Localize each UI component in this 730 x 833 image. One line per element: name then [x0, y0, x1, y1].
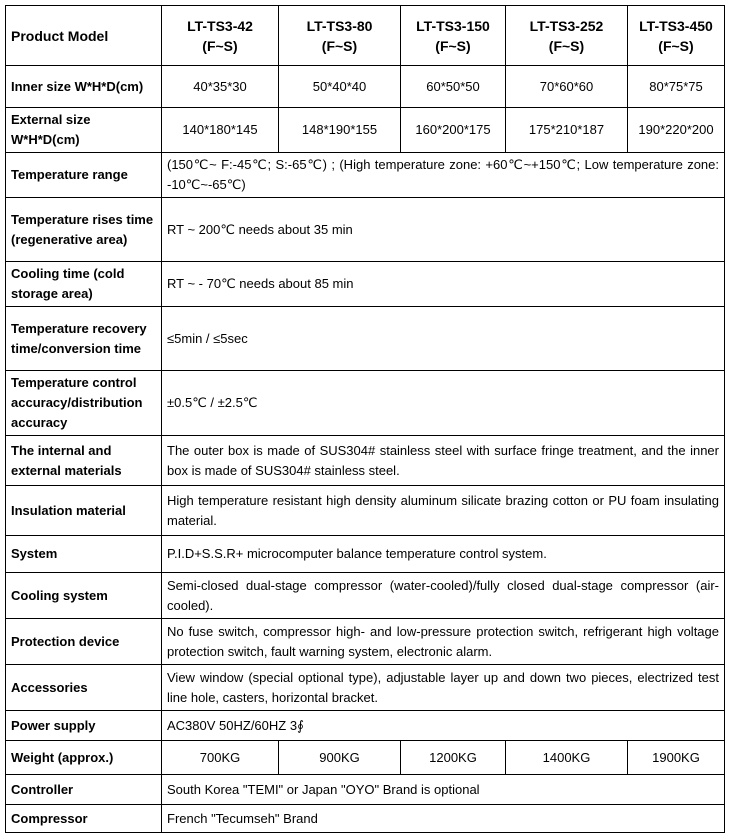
inner-size-row — [6, 66, 725, 108]
system-row — [6, 536, 725, 573]
cooling-system-row — [6, 573, 725, 619]
system-value: P.I.D+S.S.R+ microcomputer balance temperature control system. — [162, 536, 725, 573]
power-supply-value: AC380V 50HZ/60HZ 3∮ — [162, 711, 725, 741]
weight-label: Weight (approx.) — [6, 741, 162, 775]
accessories-row — [6, 665, 725, 711]
weight-row — [6, 741, 725, 775]
power-supply-row — [6, 711, 725, 741]
insulation-row — [6, 486, 725, 536]
model-name: LT-TS3-450 — [639, 17, 713, 34]
weight-value: 700KG — [162, 741, 279, 775]
model-cell — [401, 6, 506, 66]
inner-size-value: 80*75*75 — [628, 66, 725, 108]
inner-size-value: 60*50*50 — [401, 66, 506, 108]
weight-value: 900KG — [279, 741, 401, 775]
cooling-system-label: Cooling system — [6, 573, 162, 619]
recovery-time-label: Temperature recovery time/conversion time — [6, 307, 162, 371]
accessories-value: View window (special optional type), adjustable layer up and down two pieces, electrized test line hole, casters, horizontal bracket. — [162, 665, 725, 711]
temperature-range-value: (150℃~ F:-45℃; S:-65℃) ; (High temperature zone: +60℃~+150℃; Low temperature zone: -10℃~-65℃) — [162, 153, 725, 198]
inner-size-value: 70*60*60 — [506, 66, 628, 108]
materials-value: The outer box is made of SUS304# stainless steel with surface fringe treatment, and the inner box is made of SUS304# stainless steel. — [162, 436, 725, 486]
external-size-value: 175*210*187 — [506, 108, 628, 153]
power-supply-label: Power supply — [6, 711, 162, 741]
accuracy-value: ±0.5℃ / ±2.5℃ — [162, 371, 725, 436]
spec-table — [5, 5, 725, 833]
model-cell — [279, 6, 401, 66]
temperature-range-row — [6, 153, 725, 198]
rise-time-row — [6, 198, 725, 262]
external-size-row — [6, 108, 725, 153]
controller-value: South Korea "TEMI" or Japan "OYO" Brand is optional — [162, 775, 725, 805]
recovery-time-value: ≤5min / ≤5sec — [162, 307, 725, 371]
weight-value: 1400KG — [506, 741, 628, 775]
model-suffix: (F~S) — [321, 37, 358, 54]
compressor-value: French "Tecumseh" Brand — [162, 805, 725, 833]
materials-row — [6, 436, 725, 486]
product-model-row — [6, 6, 725, 66]
temperature-range-label: Temperature range — [6, 153, 162, 198]
protection-label: Protection device — [6, 619, 162, 665]
model-name: LT-TS3-150 — [416, 17, 490, 34]
accessories-label: Accessories — [6, 665, 162, 711]
controller-label: Controller — [6, 775, 162, 805]
weight-value: 1200KG — [401, 741, 506, 775]
insulation-value: High temperature resistant high density aluminum silicate brazing cotton or PU foam insulating material. — [162, 486, 725, 536]
model-suffix: (F~S) — [435, 37, 471, 54]
cooling-time-row — [6, 262, 725, 307]
weight-value: 1900KG — [628, 741, 725, 775]
rise-time-label: Temperature rises time (regenerative area) — [6, 198, 162, 262]
external-size-value: 160*200*175 — [401, 108, 506, 153]
compressor-label: Compressor — [6, 805, 162, 833]
accuracy-label: Temperature control accuracy/distribution accuracy — [6, 371, 162, 436]
model-suffix: (F~S) — [658, 37, 694, 54]
insulation-label: Insulation material — [6, 486, 162, 536]
materials-label: The internal and external materials — [6, 436, 162, 486]
recovery-time-row — [6, 307, 725, 371]
inner-size-value: 50*40*40 — [279, 66, 401, 108]
inner-size-value: 40*35*30 — [162, 66, 279, 108]
model-cell — [628, 6, 725, 66]
controller-row — [6, 775, 725, 805]
model-cell — [162, 6, 279, 66]
external-size-value: 190*220*200 — [628, 108, 725, 153]
product-model-label: Product Model — [6, 6, 162, 66]
external-size-label: External size W*H*D(cm) — [6, 108, 162, 153]
cooling-time-value: RT ~ - 70℃ needs about 85 min — [162, 262, 725, 307]
compressor-row — [6, 805, 725, 833]
protection-value: No fuse switch, compressor high- and low-pressure protection switch, refrigerant high voltage protection switch, fault warning system, electronic alarm. — [162, 619, 725, 665]
system-label: System — [6, 536, 162, 573]
model-suffix: (F~S) — [202, 37, 238, 54]
external-size-value: 140*180*145 — [162, 108, 279, 153]
model-suffix: (F~S) — [548, 37, 585, 54]
external-size-value: 148*190*155 — [279, 108, 401, 153]
cooling-time-label: Cooling time (cold storage area) — [6, 262, 162, 307]
model-name: LT-TS3-252 — [529, 17, 604, 34]
model-name: LT-TS3-42 — [187, 17, 253, 34]
cooling-system-value: Semi-closed dual-stage compressor (water-cooled)/fully closed dual-stage compressor (air-cooled). — [162, 573, 725, 619]
accuracy-row — [6, 371, 725, 436]
inner-size-label: Inner size W*H*D(cm) — [6, 66, 162, 108]
protection-row — [6, 619, 725, 665]
model-name: LT-TS3-80 — [306, 17, 373, 34]
rise-time-value: RT ~ 200℃ needs about 35 min — [162, 198, 725, 262]
model-cell — [506, 6, 628, 66]
